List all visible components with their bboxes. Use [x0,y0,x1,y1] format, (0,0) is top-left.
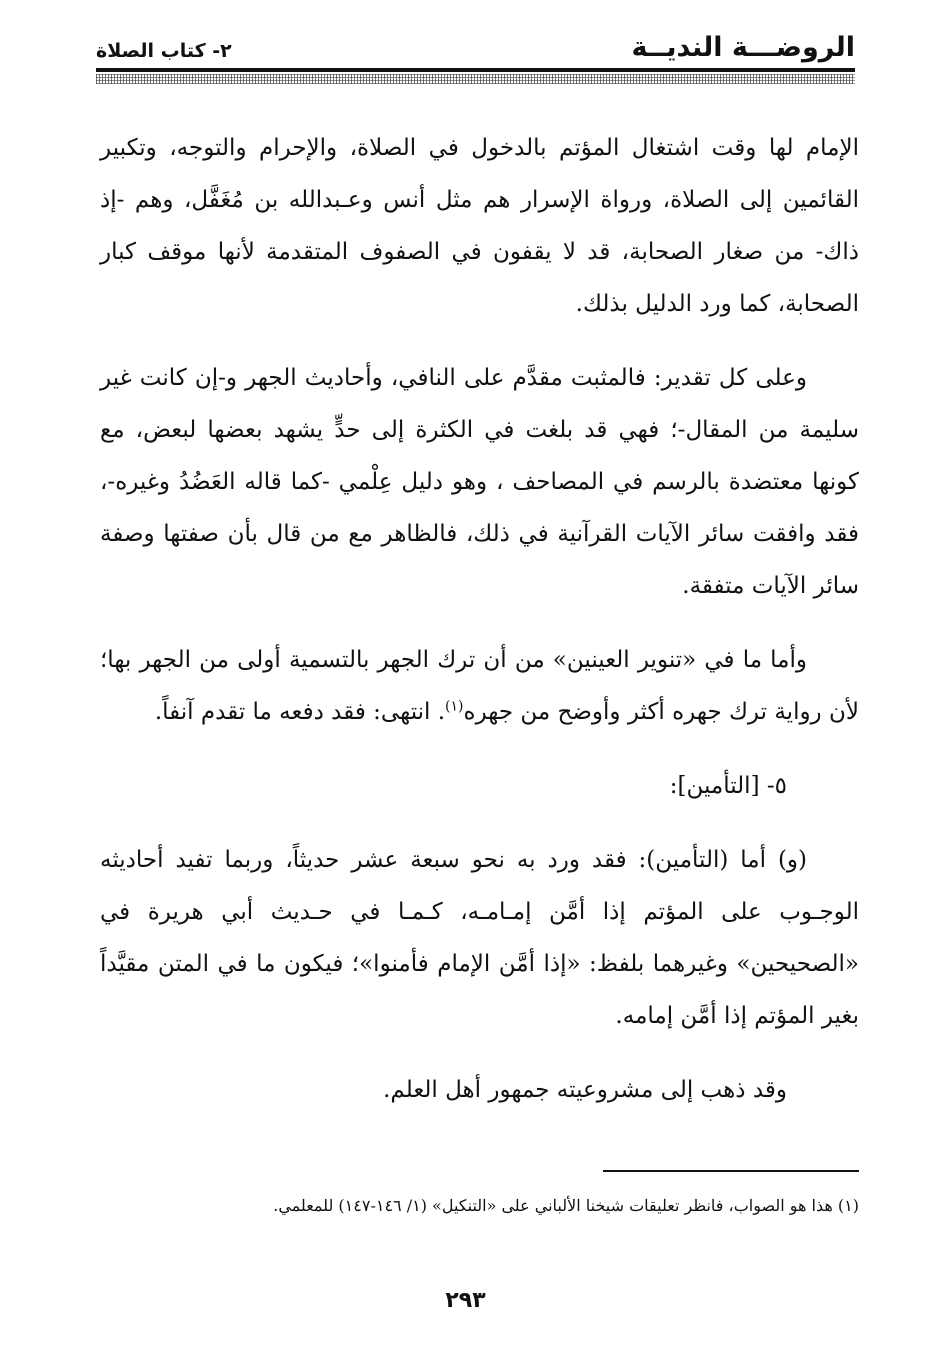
book-title: الروضـــة النديــة [631,32,855,63]
paragraph-3-text-after: . انتهى: فقد دفعه ما تقدم آنفاً. [154,699,446,725]
header-rule [96,68,855,72]
section-heading: ٥- [التأمين]: [669,773,787,799]
header-pattern-band [96,74,855,84]
paragraph-3 [100,634,859,738]
paragraph-1: الإمام لها وقت اشتغال المؤتم بالدخول في الصلاة، والإحرام والتوجه، وتكبير القائمين إلى الصلاة، ورواة الإسرار هم مثل أنس وعـبدالله بن مُغَفَّل، وهم -إذ ذاك- من صغار الصحابة، قد لا يقفون في الصفوف المتقدمة لأنها موقف كبار الصحابة، كما ورد الدليل بذلك. [100,135,859,317]
footnote-marker[interactable]: (١) [445,698,464,715]
paragraph-2: وعلى كل تقدير: فالمثبت مقدَّم على النافي، وأحاديث الجهر و-إن كانت غير سليمة من المقال-؛ فهي قد بلغت في الكثرة إلى حدٍّ يشهد بعضها لبعض، مع كونها معتضدة بالرسم في المصاحف ، وهو دليل عِلْمي -كما قاله العَضُدُ وغيره-، فقد وافقت سائر الآيات القرآنية في ذلك، فالظاهر مع من قال بأن صفتها وصفة سائر الآيات متفقة. [100,365,859,599]
paragraph-3-text-before: وأما ما في «تنوير العينين» من أن ترك الجهر بالتسمية أولى من الجهر بها؛ لأن رواية ترك جهره أكثر وأوضح من جهره [100,647,859,725]
chapter-title: ٢- كتاب الصلاة [96,40,232,62]
footnote: (١) هذا هو الصواب، فانظر تعليقات شيخنا الألباني على «التنكيل» (١/ ١٤٦-١٤٧) للمعلمي. [273,1196,859,1215]
running-header [96,28,855,90]
page-number: ٢٩٣ [445,1288,486,1313]
footnote-separator [603,1170,859,1172]
paragraph-4: (و) أما (التأمين): فقد ورد به نحو سبعة عشر حديثاً، وربما تفيد أحاديثه الوجـوب على المؤتم إذا أمَّن إمـامـه، كـمـا في حـديث أبي هريرة في «الصحيحين» وغيرهما بلفظ: «إذا أمَّن الإمام فأمنوا»؛ فيكون ما في المتن مقيَّداً بغير المؤتم إذا أمَّن إمامه. [100,847,859,1029]
paragraph-5: وقد ذهب إلى مشروعيته جمهور أهل العلم. [383,1077,787,1103]
main-text [100,122,859,1138]
